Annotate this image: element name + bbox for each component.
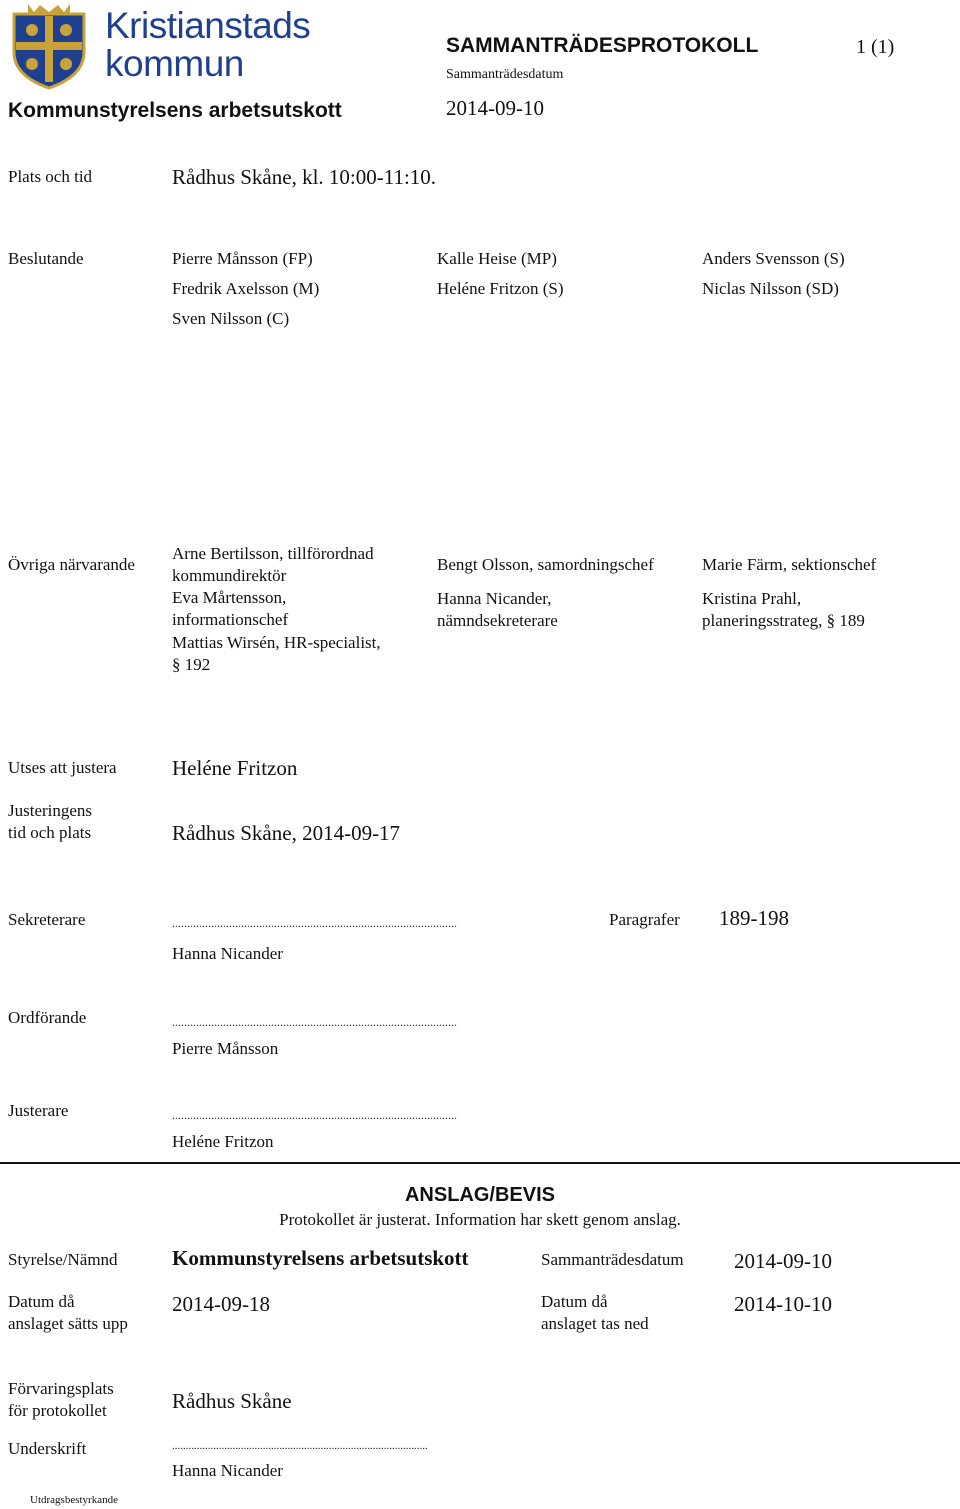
adjuster-label: Justerare <box>8 1101 69 1120</box>
other-attendee-line: Marie Färm, sektionschef <box>702 555 877 574</box>
committee-name: Kommunstyrelsens arbetsutskott <box>8 99 342 122</box>
deciding-member: Kalle Heise (MP) <box>437 249 557 268</box>
deciding-label: Beslutande <box>8 249 84 268</box>
other-attendee-line: Hanna Nicander, <box>437 589 552 608</box>
meeting-date-value: 2014-09-10 <box>446 96 544 120</box>
section-divider <box>0 1162 960 1164</box>
chair-name: Pierre Månsson <box>172 1039 279 1058</box>
deciding-member: Niclas Nilsson (SD) <box>702 279 839 298</box>
other-attendee-line: Arne Bertilsson, tillförordnad <box>172 544 374 563</box>
signature-label: Underskrift <box>8 1439 87 1458</box>
other-attendee-line: Bengt Olsson, samordningschef <box>437 555 654 574</box>
logo-wordmark-line2: kommun <box>105 43 244 84</box>
other-attendee-line: nämndsekreterare <box>437 611 558 630</box>
removed-label-2: anslaget tas ned <box>541 1314 649 1333</box>
adjust-time-label-2: tid och plats <box>8 823 92 842</box>
removed-label-1: Datum då <box>541 1292 608 1311</box>
notice-signature-line: ............................................................................................. <box>172 1440 428 1452</box>
secretary-label: Sekreterare <box>8 910 86 929</box>
deciding-member: Pierre Månsson (FP) <box>172 249 313 268</box>
other-attendee-line: kommundirektör <box>172 566 287 585</box>
adjuster-signature-line: ............................................................................................... <box>172 1108 457 1122</box>
adjuster-name: Heléne Fritzon <box>172 1132 274 1151</box>
board-value: Kommunstyrelsens arbetsutskott <box>172 1246 469 1270</box>
other-attendee-line: informationschef <box>172 610 289 629</box>
chair-label: Ordförande <box>8 1008 87 1027</box>
adjuster-assign-value: Heléne Fritzon <box>172 756 298 780</box>
storage-value: Rådhus Skåne <box>172 1389 292 1413</box>
other-attendee-line: Kristina Prahl, <box>702 589 802 608</box>
paragraphs-label: Paragrafer <box>609 910 680 929</box>
chair-signature-line: ............................................................................................... <box>172 1015 457 1029</box>
deciding-member: Sven Nilsson (C) <box>172 309 290 328</box>
document-title: SAMMANTRÄDESPROTOKOLL <box>446 34 759 57</box>
notice-subtitle: Protokollet är justerat. Information har skett genom anslag. <box>279 1210 681 1229</box>
extract-certification: Utdragsbestyrkande <box>30 1494 118 1506</box>
signature-name: Hanna Nicander <box>172 1461 283 1480</box>
storage-label-2: för protokollet <box>8 1401 107 1420</box>
place-label: Plats och tid <box>8 167 93 186</box>
paragraphs-value: 189-198 <box>719 906 789 930</box>
notice-meeting-date-value: 2014-09-10 <box>734 1249 832 1273</box>
secretary-name: Hanna Nicander <box>172 944 283 963</box>
notice-title: ANSLAG/BEVIS <box>404 1184 556 1206</box>
deciding-member: Heléne Fritzon (S) <box>437 279 564 298</box>
other-attendee-line: planeringsstrateg, § 189 <box>702 611 865 630</box>
municipality-logo <box>8 2 313 92</box>
others-label: Övriga närvarande <box>8 555 135 574</box>
removed-value: 2014-10-10 <box>734 1292 832 1316</box>
posted-label-2: anslaget sätts upp <box>8 1314 128 1333</box>
storage-label-1: Förvaringsplats <box>8 1379 114 1398</box>
secretary-signature-line: ............................................................................................... <box>172 916 457 930</box>
place-value: Rådhus Skåne, kl. 10:00-11:10. <box>172 165 437 189</box>
other-attendee-line: § 192 <box>172 655 211 674</box>
logo-wordmark-line1: Kristianstads <box>105 5 311 46</box>
page-count: 1 (1) <box>856 36 895 58</box>
posted-value: 2014-09-18 <box>172 1292 270 1316</box>
notice-meeting-date-label: Sammanträdesdatum <box>541 1250 684 1269</box>
adjust-time-label-1: Justeringens <box>8 801 93 820</box>
posted-label-1: Datum då <box>8 1292 75 1311</box>
meeting-date-label: Sammanträdesdatum <box>446 67 564 82</box>
deciding-member: Fredrik Axelsson (M) <box>172 279 320 298</box>
other-attendee-line: Eva Mårtensson, <box>172 588 287 607</box>
coat-of-arms-icon <box>8 2 90 90</box>
board-label: Styrelse/Nämnd <box>8 1250 118 1269</box>
deciding-member: Anders Svensson (S) <box>702 249 845 268</box>
adjust-time-value: Rådhus Skåne, 2014-09-17 <box>172 821 401 845</box>
other-attendee-line: Mattias Wirsén, HR-specialist, <box>172 633 381 652</box>
adjuster-assign-label: Utses att justera <box>8 758 117 777</box>
